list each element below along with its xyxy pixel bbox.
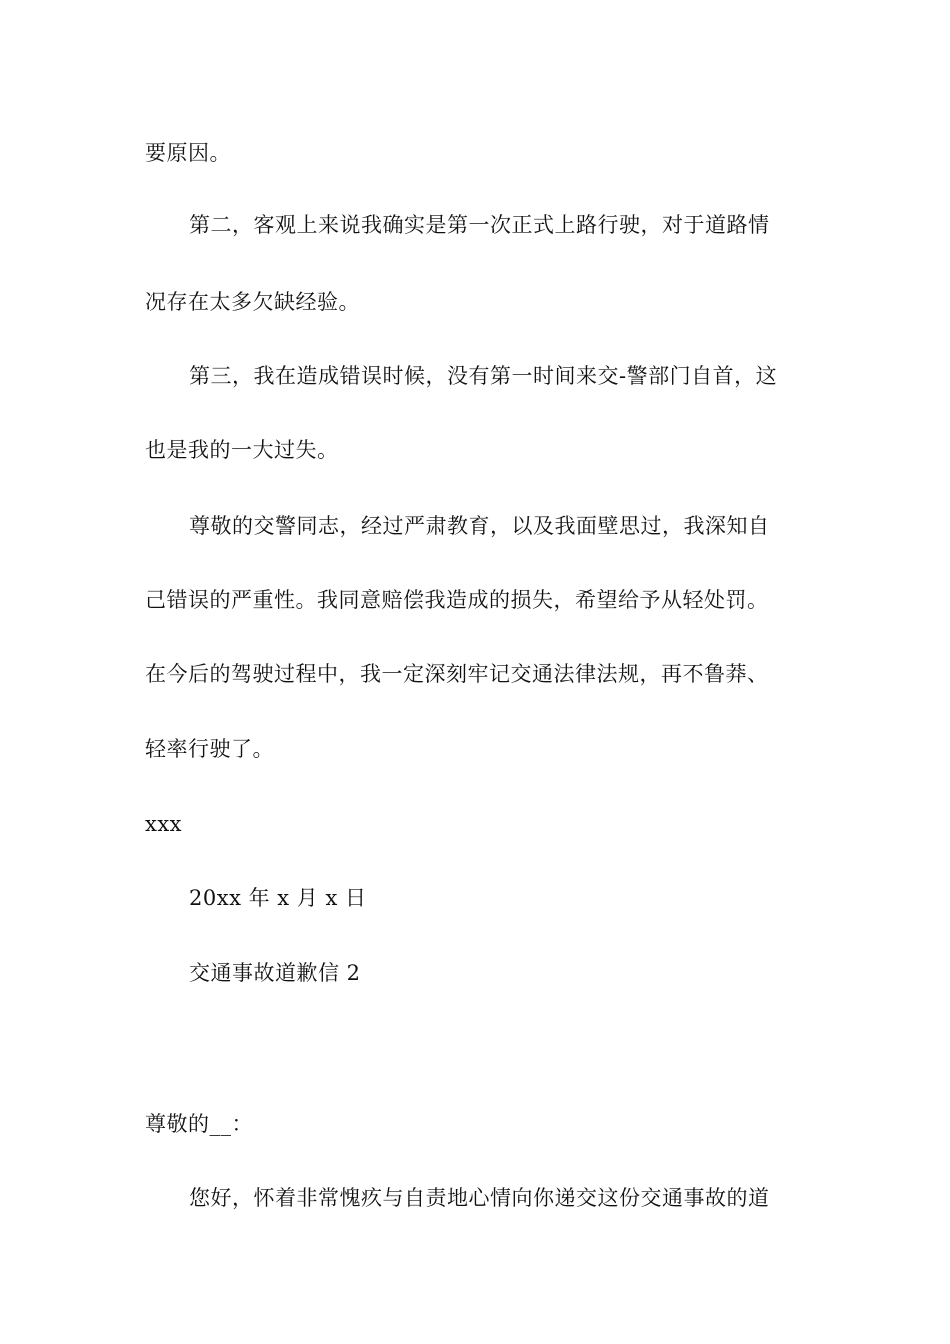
paragraph-line: 轻率行驶了。 <box>145 737 274 761</box>
paragraph-line: 己错误的严重性。我同意赔偿我造成的损失，希望给予从轻处罚。 <box>145 588 769 612</box>
paragraph-line: 第二，客观上来说我确实是第一次正式上路行驶，对于道路情 <box>189 213 770 237</box>
signature-name: xxx <box>145 812 183 836</box>
letter-title: 交通事故道歉信 2 <box>189 961 361 985</box>
paragraph-line: 在今后的驾驶过程中，我一定深刻牢记交通法律法规，再不鲁莽、 <box>145 662 769 686</box>
paragraph-line: 您好，怀着非常愧疚与自责地心情向你递交这份交通事故的道 <box>189 1186 770 1210</box>
paragraph-line: 也是我的一大过失。 <box>145 438 339 462</box>
paragraph-line: 要原因。 <box>145 141 231 165</box>
signature-date: 20xx 年 x 月 x 日 <box>189 886 367 910</box>
paragraph-line: 第三，我在造成错误时候，没有第一时间来交-警部门自首，这 <box>189 364 778 388</box>
salutation: 尊敬的__： <box>145 1112 253 1136</box>
paragraph-line: 尊敬的交警同志，经过严肃教育，以及我面壁思过，我深知自 <box>189 514 770 538</box>
paragraph-line: 况存在太多欠缺经验。 <box>145 290 360 314</box>
